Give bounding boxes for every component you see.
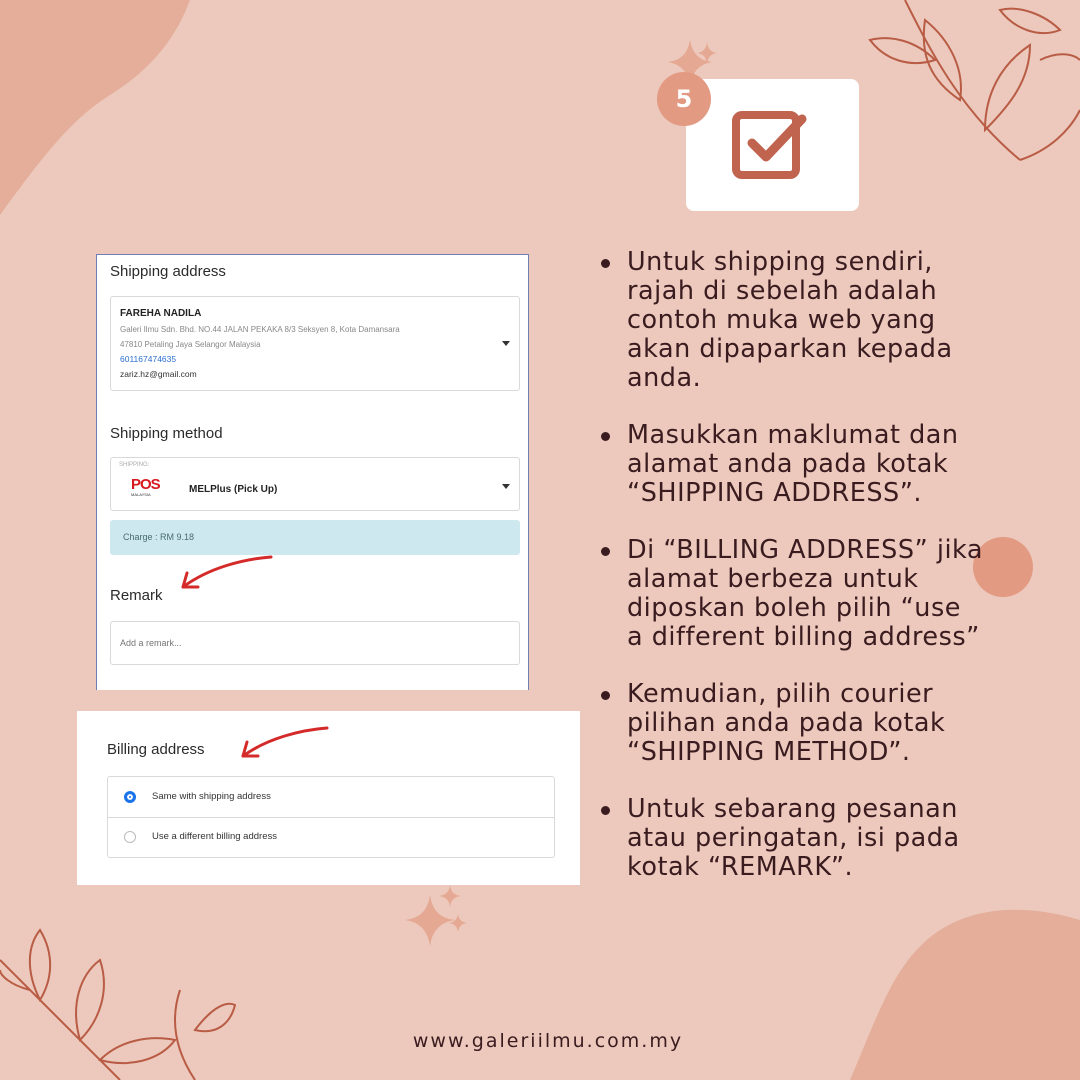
instruction-line: Masukkan maklumat dan — [627, 420, 959, 450]
instruction-line: diposkan boleh pilih “use — [627, 593, 961, 623]
instruction-line: Di “BILLING ADDRESS” jika — [627, 535, 983, 565]
step-icon-card — [686, 79, 859, 211]
checkbox-checked-icon — [732, 109, 808, 182]
shipping-small-label: SHIPPING: — [119, 462, 150, 468]
bullet-dot-icon — [601, 691, 610, 700]
instruction-line: alamat anda pada kotak — [627, 449, 949, 479]
instruction-line: rajah di sebelah adalah — [627, 276, 938, 306]
instruction-item — [597, 680, 1067, 767]
instruction-line: a different billing address” — [627, 622, 980, 652]
shipping-address-title: Shipping address — [110, 263, 226, 280]
billing-option-label: Use a different billing address — [152, 831, 277, 842]
billing-options — [107, 776, 555, 858]
shipping-method-title: Shipping method — [110, 425, 223, 442]
radio-selected-icon[interactable] — [124, 791, 136, 803]
instruction-line: pilihan anda pada kotak — [627, 708, 946, 738]
instruction-line: contoh muka web yang — [627, 305, 936, 335]
instruction-item — [597, 421, 1067, 508]
bottom-right-blob — [850, 910, 1080, 1080]
instruction-item — [597, 795, 1067, 882]
address-line-1: Galeri Ilmu Sdn. Bhd. NO.44 JALAN PEKAKA 8/3 Seksyen 8, Kota Damansara — [120, 325, 400, 334]
instruction-list — [597, 248, 1067, 910]
billing-option-same[interactable] — [108, 777, 554, 818]
instruction-line: akan dipaparkan kepada — [627, 334, 953, 364]
pos-logo-sub: MALAYSIA — [131, 492, 151, 497]
shipping-method-select[interactable] — [110, 457, 520, 511]
instruction-line: anda. — [627, 363, 702, 393]
remark-title: Remark — [110, 587, 163, 604]
billing-option-label: Same with shipping address — [152, 791, 271, 802]
instruction-line: Untuk shipping sendiri, — [627, 247, 933, 277]
billing-option-different[interactable] — [108, 817, 554, 857]
bullet-dot-icon — [601, 432, 610, 441]
instruction-line: kotak “REMARK”. — [627, 852, 854, 882]
instruction-line: Kemudian, pilih courier — [627, 679, 934, 709]
top-left-blob — [0, 0, 190, 215]
step-number: 5 — [675, 85, 693, 113]
shipping-charge: Charge : RM 9.18 — [123, 532, 195, 542]
red-arrow-icon — [175, 551, 275, 596]
bullet-dot-icon — [601, 259, 610, 268]
red-arrow-icon — [235, 723, 331, 765]
billing-address-title: Billing address — [107, 741, 205, 758]
leaves-bottom-left-icon — [0, 930, 235, 1080]
recipient-name: FAREHA NADILA — [120, 308, 202, 319]
instruction-line: “SHIPPING METHOD”. — [627, 737, 911, 767]
leaves-top-right-icon — [870, 0, 1080, 160]
instruction-line: alamat berbeza untuk — [627, 564, 919, 594]
instruction-item — [597, 536, 1067, 652]
shipping-address-select[interactable] — [110, 296, 520, 391]
radio-unselected-icon[interactable] — [124, 831, 136, 843]
pos-logo-text: POS — [131, 476, 160, 493]
sparkle-bottom-icon — [405, 885, 467, 946]
instruction-line: “SHIPPING ADDRESS”. — [627, 478, 923, 508]
phone-number: 601167474635 — [120, 354, 177, 364]
bullet-dot-icon — [601, 547, 610, 556]
pos-malaysia-logo — [131, 477, 167, 501]
instruction-line: atau peringatan, isi pada — [627, 823, 960, 853]
billing-form-panel — [77, 711, 580, 885]
bullet-dot-icon — [601, 806, 610, 815]
shipping-charge-box — [110, 520, 520, 555]
address-line-2: 47810 Petaling Jaya Selangor Malaysia — [120, 340, 261, 349]
courier-name: MELPlus (Pick Up) — [189, 484, 278, 495]
footer-url[interactable]: www.galeriilmu.com.my — [412, 1030, 684, 1052]
chevron-down-icon — [502, 484, 510, 489]
shipping-form-panel — [96, 254, 529, 690]
email-address: zariz.hz@gmail.com — [120, 369, 197, 379]
remark-input[interactable] — [110, 621, 520, 665]
instruction-line: Untuk sebarang pesanan — [627, 794, 958, 824]
instruction-item — [597, 248, 1067, 393]
chevron-down-icon — [502, 341, 510, 346]
step-number-badge — [657, 72, 711, 126]
